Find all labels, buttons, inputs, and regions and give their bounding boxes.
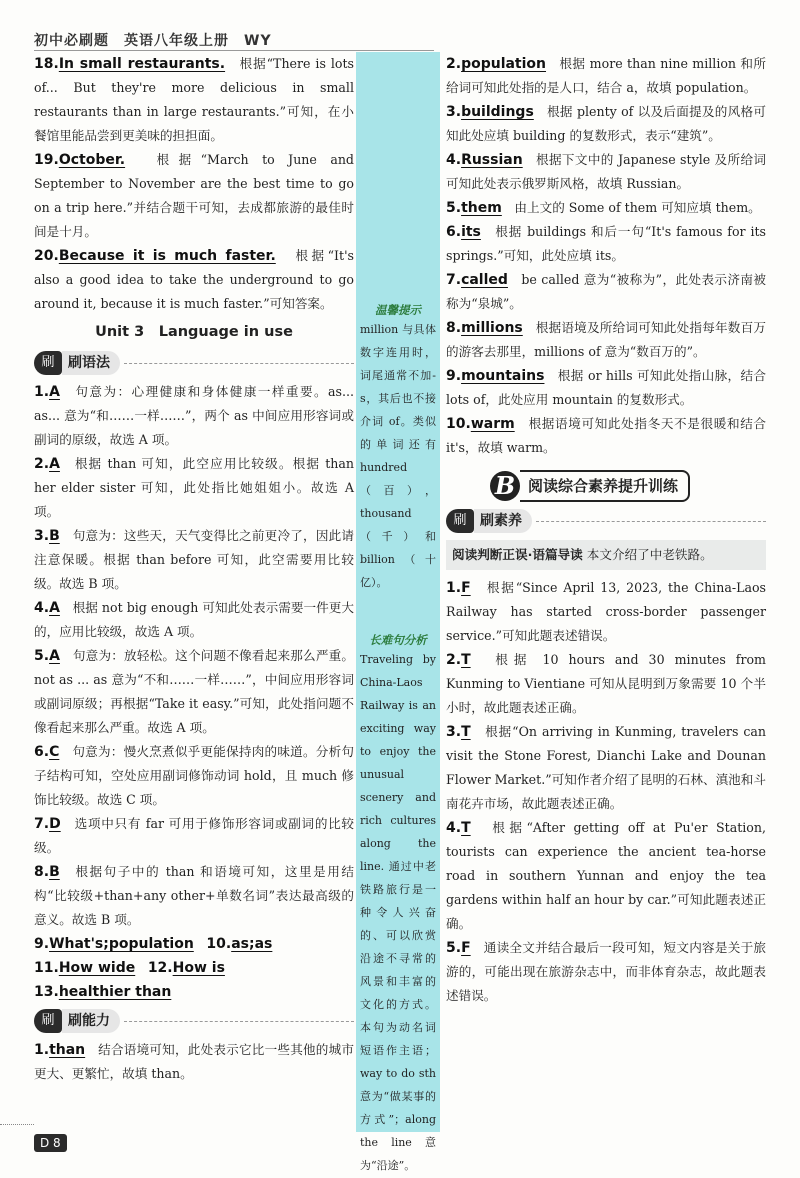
item-explanation: 根据句子中的 than 和语境可知，这里是用结构“比较级+than+any other+单数名词”表达最高级的意义。故选 B 项。 [34,864,354,927]
item-number: 7. [34,816,50,832]
item-explanation: 根据“It's also a good idea to take the underground to go around it, because it is much faster.”可知答案。 [34,248,354,311]
answer-item [34,380,354,452]
item-answer: How wide [58,960,136,976]
answer-item [34,244,354,316]
item-answer: In small restaurants. [58,56,226,72]
item-space [60,384,75,399]
item-space [544,368,557,383]
item-answer: buildings [461,104,534,120]
answer-item [34,452,354,524]
tips-sidebar [356,52,440,1172]
answer-item [34,860,354,932]
item-answer: mountains [461,368,545,384]
item-number: 3. [446,724,462,740]
item-space [60,648,73,663]
answer-item [34,148,354,244]
item-number: 4. [446,152,462,168]
item-explanation: 根据 than 可知，此空应用比较级。根据 than her elder sister 可知，此处指比她姐姐小。故选 A 项。 [34,456,355,519]
item-answer: called [461,272,508,288]
answer-item [446,576,766,648]
reading-guide [446,540,766,570]
item-explanation: 句意为：慢火烹煮似乎更能保持肉的味道。分析句子结构可知，空处应用副词修饰动词 hold，且 much 修饰比较级。故选 C 项。 [34,744,355,807]
section-b-label: 阅读综合素养提升训练 [520,470,690,502]
section-literacy [446,508,766,534]
item-space [471,940,484,955]
item-explanation: 由上文的 Some of them 可知应填 them。 [514,200,761,215]
item-explanation: 根据“There is lots of... But they're more delicious in small restaurants than in large restaurants.”可知，在小餐馆里能品尝到更美味的担担面。 [34,56,354,143]
brush-icon: 刷 [446,509,474,533]
item-number: 2. [446,652,462,668]
b-letter-icon: B [490,471,520,501]
item-answer: as;as [231,936,273,952]
item-explanation: 结合语境可知，此处表示它比一些其他的城市更大、更繁忙，故填 than。 [34,1042,355,1081]
item-answer: than [49,1042,86,1058]
answer-item [446,816,766,936]
item-answer: T [461,652,471,668]
item-answer: T [461,820,471,836]
item-space [471,724,485,739]
answer-item [446,268,766,316]
item-number: 5. [446,940,462,956]
short-answer-row [34,956,354,980]
item-explanation: 通读全文并结合最后一段可知，短文内容是关于旅游的，可能出现在旅游杂志中，而非体育杂志，故此题表述错误。 [446,940,767,1003]
item-explanation: 根据“March to June and September to November are the best time to go on a trip here.”并结合题干可知，去成都旅游的最佳时间是十月。 [34,152,354,239]
section-label: 刷语法 [62,351,120,375]
section-label: 刷能力 [62,1009,120,1033]
item-answer: T [461,724,471,740]
item-answer: D [49,816,61,832]
item-number: 1. [34,1042,50,1058]
item-number: 8. [34,864,50,880]
section-divider [536,521,766,522]
item-number: 13. [34,984,59,1000]
page-number: D 8 [34,1134,67,1152]
answer-item [446,364,766,412]
item-answer: them [461,200,502,216]
section-grammar [34,350,354,376]
footer-divider [0,1124,34,1125]
short-answer-row [34,980,354,1004]
item-number: 12. [147,960,173,976]
item-space [60,864,76,879]
answer-item [34,1038,354,1086]
item-number: 3. [34,528,50,544]
item-number: 10. [446,416,471,432]
answer-item [446,52,766,100]
left-column [34,52,354,1086]
item-answer: C [49,744,60,760]
item-answer: How is [172,960,225,976]
item-number: 10. [206,936,232,952]
answer-item [34,52,354,148]
item-explanation: 根据 or hills 可知此处指山脉，结合 lots of，此处应用 mountain 的复数形式。 [446,368,766,407]
answer-item [446,100,766,148]
answer-item [446,412,766,460]
item-answer: its [461,224,481,240]
item-explanation: 根据 10 hours and 30 minutes from Kunming to Vientiane 可知从昆明到万象需要 10 个半小时，故此题表述正确。 [446,652,767,715]
header-divider [34,50,434,51]
item-number: 3. [446,104,462,120]
item-space [61,816,75,831]
item-answer: F [461,580,471,596]
item-explanation: 根据“Since April 13, 2023, the China-Laos Railway has started cross-border passenger service.”可知此题表述错误。 [446,580,767,643]
item-space [59,744,72,759]
item-number: 2. [446,56,462,72]
item-number: 9. [446,368,462,384]
item-number: 19. [34,152,59,168]
item-explanation: 根据 not big enough 可知此处表示需要一件更大的，应用比较级，故选 A 项。 [34,600,354,639]
item-explanation: 根据“After getting off at Pu'er Station, tourists can experience the ancient tea-horse road in southern Yunnan and enjoy the tea gardens within half an hour by car.”可知此题表述正确。 [446,820,766,931]
item-number: 5. [34,648,50,664]
item-number: 5. [446,200,462,216]
item-answer: B [49,864,60,880]
item-number: 7. [446,272,462,288]
analysis-heading: 长难句分析 [369,633,427,647]
item-space [523,320,536,335]
answer-item [446,316,766,364]
item-number: 8. [446,320,462,336]
item-explanation: 根据语境可知此处指冬天不是很暖和结合 it's，故填 warm。 [446,416,767,455]
item-space [471,652,496,667]
section-b-title [490,470,766,502]
item-answer: millions [461,320,523,336]
answer-item [446,196,766,220]
item-answer: A [49,456,60,472]
answer-item [446,648,766,720]
item-explanation: 根据 plenty of 以及后面提及的风格可知此处应填 building 的复数形式，表示“建筑”。 [446,104,767,143]
answer-item [446,148,766,196]
item-number: 11. [34,960,59,976]
item-answer: B [49,528,60,544]
item-number: 18. [34,56,59,72]
answer-item [34,596,354,644]
short-answer-row [34,932,354,956]
item-space [60,600,73,615]
item-number: 6. [446,224,462,240]
item-space [508,272,521,287]
guide-text: 本文介绍了中老铁路。 [586,547,713,562]
item-explanation: 句意为：这些天，天气变得比之前更冷了，因此请注意保暖。根据 than before 可知，此空需要用比较级。故选 B 项。 [34,528,355,591]
item-space [515,416,529,431]
item-answer: A [49,384,60,400]
item-space [471,820,493,835]
brush-icon: 刷 [34,1009,62,1033]
item-number: 4. [446,820,462,836]
section-divider [124,363,354,364]
item-space [471,580,487,595]
item-answer: population [461,56,547,72]
section-divider [124,1021,354,1022]
page-header: 初中必刷题 英语八年级上册 WY [34,33,272,49]
item-answer: F [461,940,471,956]
brush-icon: 刷 [34,351,62,375]
guide-label: 阅读判断正误·语篇导读 [452,547,583,562]
item-number: 1. [34,384,50,400]
answer-item [34,740,354,812]
item-space [225,56,239,71]
item-number: 1. [446,580,462,596]
unit-title: Unit 3 Language in use [95,324,293,340]
item-number: 4. [34,600,50,616]
right-column [446,52,766,1008]
section-label: 刷素养 [474,509,532,533]
item-explanation: 根据 more than nine million 和所给词可知此处指的是人口，结合 a，故填 population。 [446,56,766,95]
item-answer: What's;population [49,936,194,952]
item-explanation: 根据下文中的 Japanese style 及所给词可知此处表示俄罗斯风格，故填 Russian。 [446,152,766,191]
answer-item [446,720,766,816]
item-answer: A [49,600,60,616]
item-explanation: 选项中只有 far 可用于修饰形容词或副词的比较级。 [34,816,354,855]
tip-heading: 温馨提示 [375,303,421,317]
item-space [534,104,547,119]
item-number: 6. [34,744,50,760]
section-ability [34,1008,354,1034]
answer-item [34,644,354,740]
item-explanation: be called 意为“被称为”，此处表示济南被称为“泉城”。 [446,272,767,311]
answer-item [34,812,354,860]
item-explanation: 根据语境及所给词可知此处指每年数百万的游客去那里，millions of 意为“数百万的”。 [446,320,767,359]
item-space [135,960,148,975]
item-space [194,936,207,951]
item-answer: warm [470,416,515,432]
item-space [125,152,156,167]
tip-text: million 与具体数字连用时，词尾通常不加-s，其后也不接介词 of。类似的单词还有 hundred（百），thousand（千）和 billion（十亿）。 [360,323,436,589]
item-space [60,456,75,471]
item-explanation: 根据 buildings 和后一句“It's famous for its springs.”可知，此处应填 its。 [446,224,767,263]
item-answer: October. [58,152,126,168]
item-space [546,56,559,71]
answer-item [446,936,766,1008]
item-explanation: 句意为：放轻松。这个问题不像看起来那么严重。not as ... as 意为“不和……一样……”，中间应用形容词或副词原级；再根据“Take it easy.”可知，此处指问题不像看起来那么严重。故选 A 项。 [34,648,355,735]
item-number: 9. [34,936,50,952]
item-space [523,152,536,167]
answer-item [446,220,766,268]
item-answer: healthier than [58,984,172,1000]
item-explanation: 根据“On arriving in Kunming, travelers can visit the Stone Forest, Dianchi Lake and Dounan Flower Market.”可知作者介绍了昆明的石林、滇池和斗南花卉市场，故此题表述正确。 [446,724,767,811]
analysis-text: Traveling by China-Laos Railway is an exciting way to enjoy the unusual scenery and rich cultures along the line. 通过中老铁路旅行是一种令人兴奋的、可以欣赏沿途不寻常的风景和丰富的文化的方式。本句为动名词短语作主语；way to do sth 意为“做某事的方式”；along the line 意为“沿途”。 [360,653,436,1172]
item-number: 2. [34,456,50,472]
item-answer: Russian [461,152,523,168]
item-space [60,528,73,543]
item-answer: Because it is much faster. [58,248,276,264]
item-number: 20. [34,248,59,264]
answer-item [34,524,354,596]
item-explanation: 句意为：心理健康和身体健康一样重要。as... as... 意为“和……一样……”，两个 as 中间应用形容词或副词的原级，故选 A 项。 [34,384,355,447]
item-space [481,224,495,239]
item-space [502,200,515,215]
item-space [276,248,296,263]
item-answer: A [49,648,60,664]
item-space [85,1042,98,1057]
